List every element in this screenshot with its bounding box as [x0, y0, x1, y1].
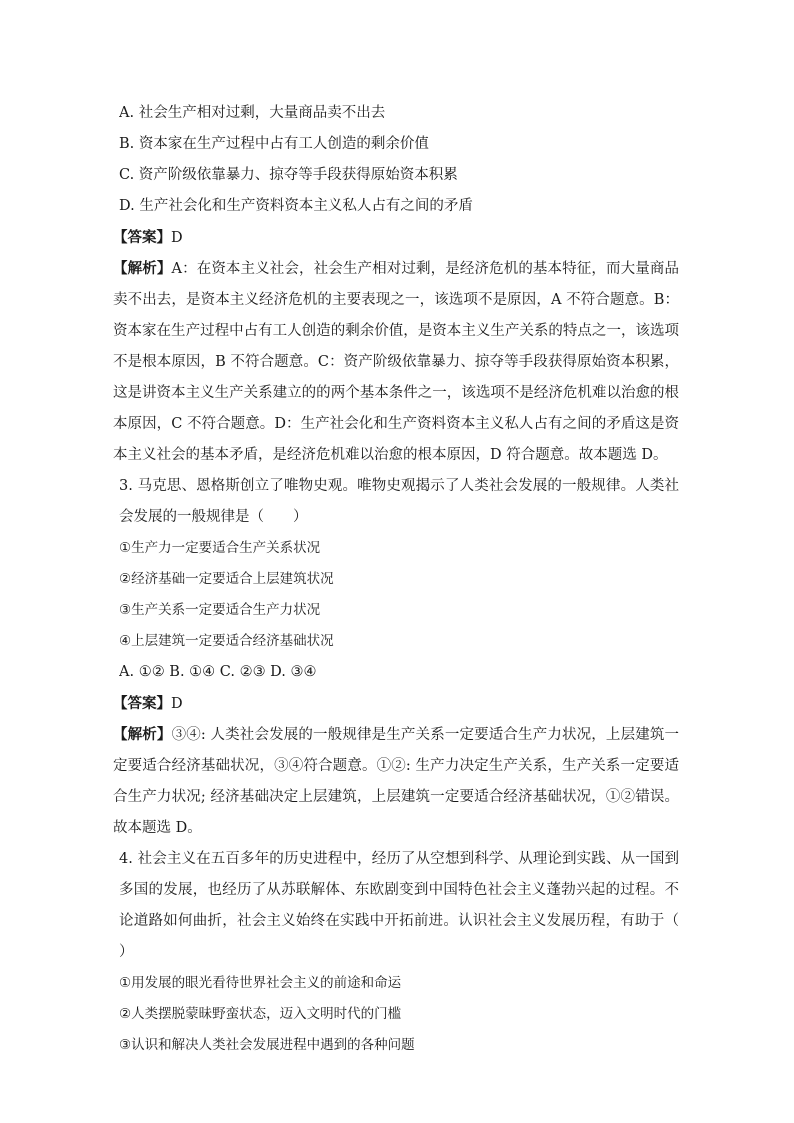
q2-answer-value: D — [171, 230, 183, 246]
q2-option-d: D. 生产社会化和生产资料资本主义私人占有之间的矛盾 — [119, 198, 473, 214]
q3-analysis-text: ③④: 人类社会发展的一般规律是生产关系一定要适合生产力状况，上层建筑一定要适合经济基础状况，③④符合题意。①②: 生产力决定生产关系，生产关系一定要适合生产力状况; 经济基础决定上层建筑，上层建筑一定要适合经济基础状况，①②错误。故本题选 D。 — [113, 727, 680, 836]
q2-answer — [113, 222, 679, 253]
q4-item-1: ①用发展的眼光看待世界社会主义的前途和命运 — [119, 975, 402, 991]
q2-analysis — [113, 253, 679, 471]
q3-choices: A. ①② B. ①④ C. ②③ D. ③④ — [119, 664, 317, 680]
q2-option-b: B. 资本家在生产过程中占有工人创造的剩余价值 — [119, 136, 429, 152]
q3-answer-tag: 【答案】 — [113, 695, 171, 712]
q3-item-2: ②经济基础一定要适合上层建筑状况 — [119, 571, 334, 587]
q2-answer-tag: 【答案】 — [113, 229, 171, 246]
q3-answer-value: D — [171, 696, 183, 712]
q4-stem: 4. 社会主义在五百多年的历史进程中，经历了从空想到科学、从理论到实践、从一国到多国的发展，也经历了从苏联解体、东欧剧变到中国特色社会主义蓬勃兴起的过程。不论道路如何曲折，社会主义始终在实践中开拓前进。认识社会主义发展历程，有助于（ ） — [119, 851, 708, 960]
q4-item-2: ②人类摆脱蒙昧野蛮状态，迈入文明时代的门槛 — [119, 1006, 402, 1022]
q3-answer — [113, 688, 679, 719]
q3-stem: 3. 马克思、恩格斯创立了唯物史观。唯物史观揭示了人类社会发展的一般规律。人类社会发展的一般规律是（ ） — [119, 478, 679, 525]
q2-option-c: C. 资产阶级依靠暴力、掠夺等手段获得原始资本积累 — [119, 167, 458, 183]
q2-option-a: A. 社会生产相对过剩，大量商品卖不出去 — [119, 105, 386, 121]
q2-analysis-text: A：在资本主义社会，社会生产相对过剩，是经济危机的基本特征，而大量商品卖不出去，是资本主义经济危机的主要表现之一，该选项不是原因，A 不符合题意。B：资本家在生产过程中占有工人创造的剩余价值，是资本主义生产关系的特点之一，该选项不是根本原因，B 不符合题意。C：资产阶级依靠暴力、掠夺等手段获得原始资本积累，这是讲资本主义生产关系建立的的两个基本条件之一，该选项不是经济危机难以治愈的根本原因，C 不符合题意。D：生产社会化和生产资料资本主义私人占有之间的矛盾这是资本主义社会的基本矛盾，是经济危机难以治愈的根本原因，D 符合题意。故本题选 D。 — [113, 261, 680, 463]
q3-item-3: ③生产关系一定要适合生产力状况 — [119, 602, 321, 618]
document-page — [113, 98, 708, 1061]
q3-item-1: ①生产力一定要适合生产关系状况 — [119, 540, 321, 556]
q2-analysis-tag: 【解析】 — [113, 260, 172, 277]
q3-analysis — [113, 719, 679, 844]
q3-analysis-tag: 【解析】 — [113, 726, 172, 743]
q3-item-4: ④上层建筑一定要适合经济基础状况 — [119, 633, 334, 649]
q4-item-3: ③认识和解决人类社会发展进程中遇到的各种问题 — [119, 1037, 415, 1053]
